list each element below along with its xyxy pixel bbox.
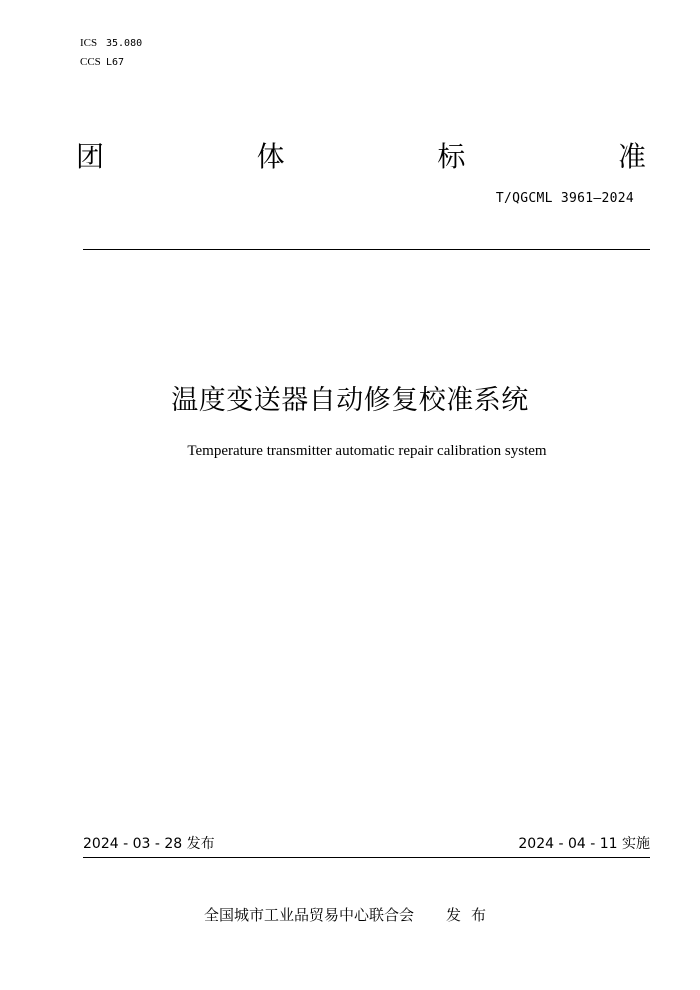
category-char-4: 准: [617, 140, 646, 173]
ics-label: ICS: [80, 37, 98, 49]
category-char-1: 团: [76, 140, 105, 173]
classification-codes: [80, 34, 142, 72]
standard-number: T/QGCML 3961—2024: [495, 191, 634, 206]
publisher-row: [0, 904, 700, 926]
ics-code-row: [80, 34, 142, 53]
publish-label: 发布: [446, 906, 497, 924]
document-title-english: Temperature transmitter automatic repair calibration system: [187, 443, 547, 459]
category-char-2: 体: [256, 140, 285, 173]
ccs-value: L67: [106, 57, 125, 68]
ics-value: 35.080: [106, 38, 143, 49]
document-title-chinese: 温度变送器自动修复校准系统: [171, 385, 529, 416]
ccs-code-row: [80, 53, 142, 72]
date-row: [83, 834, 650, 856]
publisher-name: 全国城市工业品贸易中心联合会: [203, 906, 414, 924]
standard-category-title: [76, 135, 646, 175]
top-divider: [83, 249, 650, 250]
implementation-date: 2024 - 04 - 11 实施: [518, 836, 650, 852]
issue-date: 2024 - 03 - 28 发布: [83, 836, 215, 852]
category-char-3: 标: [437, 140, 466, 173]
ccs-label: CCS: [80, 56, 101, 68]
bottom-divider: [83, 857, 650, 858]
